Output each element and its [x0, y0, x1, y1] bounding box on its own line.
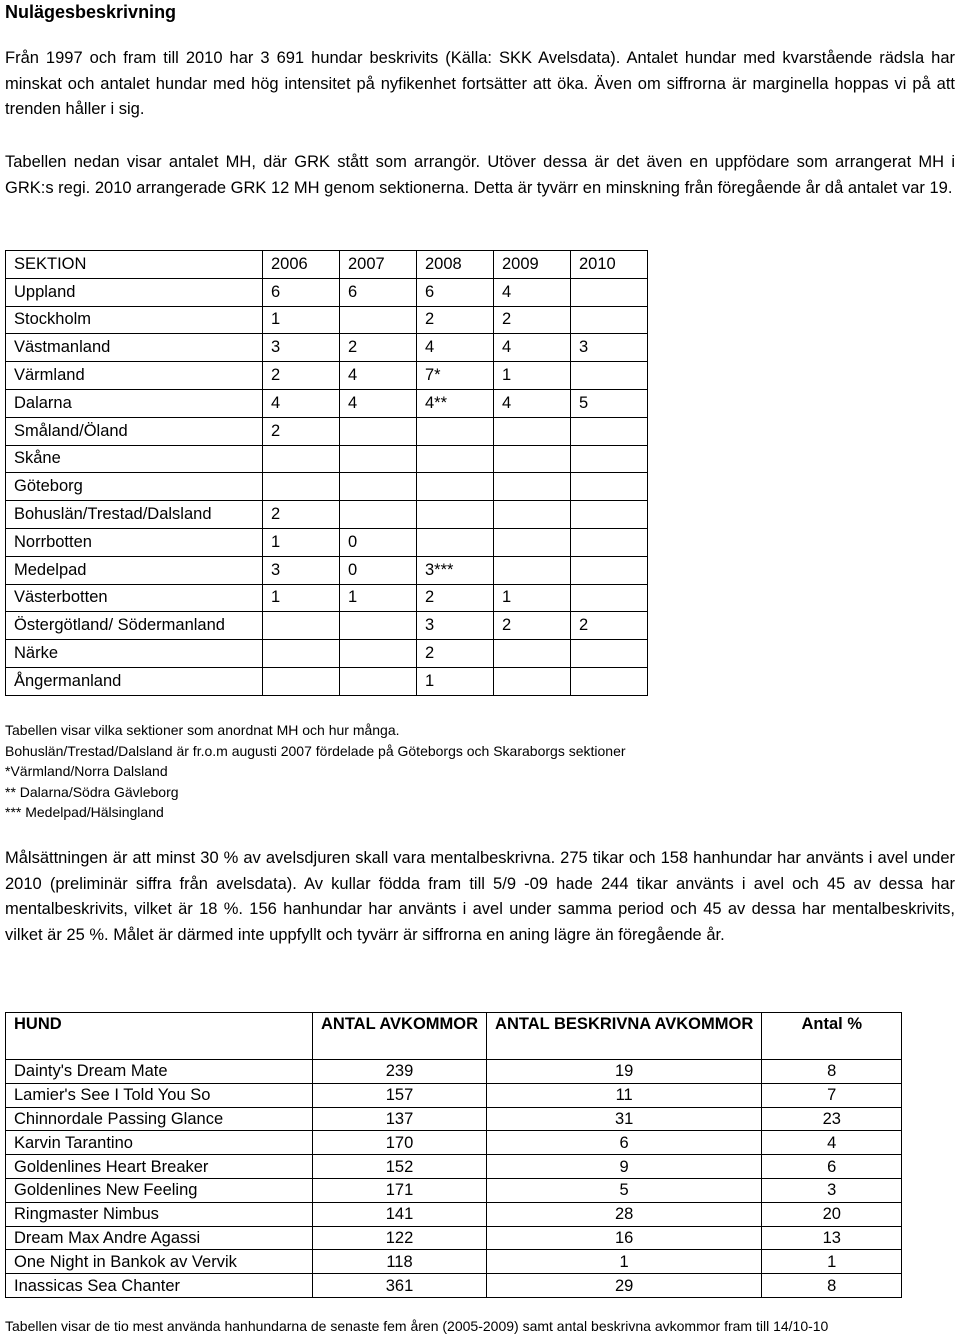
year-cell: 2	[263, 417, 340, 445]
year-cell: 6	[340, 278, 417, 306]
year-cell: 2	[417, 640, 494, 668]
section-cell: Stockholm	[6, 306, 263, 334]
year-cell: 3	[263, 556, 340, 584]
year-cell: 4	[417, 334, 494, 362]
section-table-row	[6, 417, 648, 445]
section-table-row	[6, 640, 648, 668]
section-cell: Uppland	[6, 278, 263, 306]
year-cell	[571, 473, 648, 501]
dog-name-cell: One Night in Bankok av Vervik	[6, 1250, 313, 1274]
section-cell: Västerbotten	[6, 584, 263, 612]
described-count-cell: 28	[487, 1202, 762, 1226]
described-count-cell: 11	[487, 1083, 762, 1107]
section-cell: Medelpad	[6, 556, 263, 584]
year-cell	[340, 640, 417, 668]
percent-cell: 7	[762, 1083, 902, 1107]
offspring-count-cell: 122	[313, 1226, 487, 1250]
section-cell: Närke	[6, 640, 263, 668]
year-cell: 1	[263, 584, 340, 612]
mh-paragraph: Tabellen nedan visar antalet MH, där GRK stått som arrangör. Utöver dessa är det även en uppfödare som arrangerat MH i GRK:s regi. 2010 arrangerade GRK 12 MH genom sektionerna. Detta är tyvärr en minskning från föregående år då antalet var 19.	[5, 153, 955, 197]
dog-table-row	[6, 1250, 902, 1274]
year-cell: 1	[494, 362, 571, 390]
percent-cell: 13	[762, 1226, 902, 1250]
described-count-cell: 19	[487, 1060, 762, 1084]
year-cell	[340, 667, 417, 695]
year-cell	[263, 445, 340, 473]
percent-cell: 1	[762, 1250, 902, 1274]
year-cell: 1	[340, 584, 417, 612]
year-cell: 0	[340, 556, 417, 584]
note-line: *Värmland/Norra Dalsland	[5, 763, 168, 779]
year-cell	[417, 528, 494, 556]
section-table-row	[6, 389, 648, 417]
dog-name-cell: Dream Max Andre Agassi	[6, 1226, 313, 1250]
year-cell	[571, 556, 648, 584]
year-cell: 2009	[494, 251, 571, 279]
section-table-header	[6, 251, 648, 279]
section-table-row	[6, 362, 648, 390]
year-cell: 2007	[340, 251, 417, 279]
section-table-row	[6, 667, 648, 695]
year-cell	[263, 473, 340, 501]
dog-table-row	[6, 1083, 902, 1107]
year-cell: 3***	[417, 556, 494, 584]
year-cell: 3	[417, 612, 494, 640]
offspring-count-cell: 361	[313, 1274, 487, 1298]
percent-cell: 20	[762, 1202, 902, 1226]
year-cell	[571, 528, 648, 556]
year-cell: 7*	[417, 362, 494, 390]
dog-name-cell: Karvin Tarantino	[6, 1131, 313, 1155]
year-cell: 0	[340, 528, 417, 556]
year-cell	[417, 417, 494, 445]
year-cell: 2	[417, 584, 494, 612]
goal-paragraph: Målsättningen är att minst 30 % av avelsdjuren skall vara mentalbeskrivna. 275 tikar och 158 hanhundar har använts i avel under 2010 (preliminär siffra från avelsdata). Av kullar födda fram till 5/9 -09 hade 244 tikar använts i avel och 45 av dessa har mentalbeskrivits, vilket är 18 %. 156 hanhundar har använts i avel under samma period och 45 av dessa har mentalbeskrivits, vilket är 25 %. Målet är därmed inte uppfyllt och tyvärr är siffrorna en aning lägre än föregående år.	[5, 849, 955, 944]
dog-name-cell: Chinnordale Passing Glance	[6, 1107, 313, 1131]
offspring-count-cell: 157	[313, 1083, 487, 1107]
percent-cell: 8	[762, 1274, 902, 1298]
year-cell: 2	[340, 334, 417, 362]
section-cell: Småland/Öland	[6, 417, 263, 445]
dog-name-cell: Inassicas Sea Chanter	[6, 1274, 313, 1298]
section-table-row	[6, 528, 648, 556]
year-cell: 2	[417, 306, 494, 334]
year-cell: 4	[340, 362, 417, 390]
year-cell	[340, 306, 417, 334]
year-cell	[571, 417, 648, 445]
year-cell: 1	[417, 667, 494, 695]
year-cell	[494, 528, 571, 556]
year-cell: 2	[571, 612, 648, 640]
note-line: ** Dalarna/Södra Gävleborg	[5, 783, 179, 800]
section-table-row	[6, 501, 648, 529]
dog-name-cell: Goldenlines Heart Breaker	[6, 1155, 313, 1179]
dog-table-row	[6, 1226, 902, 1250]
year-cell	[494, 445, 571, 473]
dog-table	[5, 1012, 902, 1298]
offspring-count-cell: 118	[313, 1250, 487, 1274]
section-cell: Norrbotten	[6, 528, 263, 556]
year-cell	[571, 501, 648, 529]
note-line: Bohuslän/Trestad/Dalsland är fr.o.m augusti 2007 fördelade på Göteborgs och Skaraborgs sektioner	[5, 742, 626, 759]
year-cell: 2010	[571, 251, 648, 279]
year-cell	[340, 473, 417, 501]
year-cell	[571, 667, 648, 695]
year-cell	[571, 306, 648, 334]
year-cell: 3	[263, 334, 340, 362]
year-cell	[340, 612, 417, 640]
year-cell	[417, 473, 494, 501]
year-cell: 5	[571, 389, 648, 417]
dog-table-row	[6, 1107, 902, 1131]
section-table-row	[6, 445, 648, 473]
year-cell	[494, 417, 571, 445]
year-cell: 4	[494, 278, 571, 306]
dog-table-row	[6, 1274, 902, 1298]
note-line: Tabellen visar vilka sektioner som anordnat MH och hur många.	[5, 722, 400, 738]
year-cell	[571, 362, 648, 390]
described-count-cell: 29	[487, 1274, 762, 1298]
section-table-row	[6, 278, 648, 306]
section-table	[5, 250, 648, 696]
year-cell: 4	[340, 389, 417, 417]
year-cell	[417, 501, 494, 529]
offspring-count-cell: 239	[313, 1060, 487, 1084]
year-cell: 4	[494, 389, 571, 417]
section-cell: Skåne	[6, 445, 263, 473]
described-count-cell: 9	[487, 1155, 762, 1179]
year-cell	[571, 445, 648, 473]
year-cell: 2006	[263, 251, 340, 279]
dog-table-row	[6, 1202, 902, 1226]
percent-cell: 8	[762, 1060, 902, 1084]
year-cell	[263, 640, 340, 668]
year-cell: 4	[494, 334, 571, 362]
section-cell: Ångermanland	[6, 667, 263, 695]
described-count-cell: 5	[487, 1178, 762, 1202]
section-table-row	[6, 473, 648, 501]
offspring-count-cell: 170	[313, 1131, 487, 1155]
section-cell: Göteborg	[6, 473, 263, 501]
offspring-count-cell: 171	[313, 1178, 487, 1202]
section-cell: Bohuslän/Trestad/Dalsland	[6, 501, 263, 529]
year-cell: 3	[571, 334, 648, 362]
section-cell: Västmanland	[6, 334, 263, 362]
year-cell: 2	[263, 362, 340, 390]
year-cell: 2	[494, 306, 571, 334]
offspring-count-cell: 137	[313, 1107, 487, 1131]
year-cell	[494, 640, 571, 668]
year-cell: 1	[263, 306, 340, 334]
offspring-count-cell: 152	[313, 1155, 487, 1179]
section-cell: Östergötland/ Södermanland	[6, 612, 263, 640]
year-cell: 1	[494, 584, 571, 612]
year-cell	[340, 417, 417, 445]
year-cell: 2	[263, 501, 340, 529]
dog-name-cell: Ringmaster Nimbus	[6, 1202, 313, 1226]
section-table-row	[6, 612, 648, 640]
percent-cell: Antal %	[762, 1013, 902, 1060]
section-table-row	[6, 556, 648, 584]
offspring-count-cell: 141	[313, 1202, 487, 1226]
dog-name-cell: Dainty's Dream Mate	[6, 1060, 313, 1084]
described-count-cell: ANTAL BESKRIVNA AVKOMMOR	[487, 1013, 762, 1060]
dog-name-cell: Lamier's See I Told You So	[6, 1083, 313, 1107]
described-count-cell: 1	[487, 1250, 762, 1274]
table-notes	[5, 720, 626, 823]
year-cell	[494, 556, 571, 584]
section-table-row	[6, 584, 648, 612]
year-cell: 4	[263, 389, 340, 417]
page-title: Nulägesbeskrivning	[5, 2, 177, 22]
section-cell: Värmland	[6, 362, 263, 390]
section-cell: Dalarna	[6, 389, 263, 417]
year-cell	[571, 278, 648, 306]
year-cell	[571, 640, 648, 668]
dog-table-row	[6, 1155, 902, 1179]
year-cell	[340, 445, 417, 473]
percent-cell: 4	[762, 1131, 902, 1155]
dog-name-cell: HUND	[6, 1013, 313, 1060]
year-cell	[494, 473, 571, 501]
percent-cell: 3	[762, 1178, 902, 1202]
year-cell	[494, 667, 571, 695]
offspring-count-cell: ANTAL AVKOMMOR	[313, 1013, 487, 1060]
year-cell: 2	[494, 612, 571, 640]
dog-table-caption: Tabellen visar de tio mest använda hanhundarna de senaste fem åren (2005-2009) samt antal beskrivna avkommor fram till 14/10-10	[5, 1318, 829, 1334]
year-cell: 6	[417, 278, 494, 306]
dog-table-row	[6, 1178, 902, 1202]
dog-name-cell: Goldenlines New Feeling	[6, 1178, 313, 1202]
dog-table-row	[6, 1131, 902, 1155]
percent-cell: 6	[762, 1155, 902, 1179]
year-cell: 1	[263, 528, 340, 556]
described-count-cell: 16	[487, 1226, 762, 1250]
year-cell	[263, 612, 340, 640]
dog-table-row	[6, 1060, 902, 1084]
described-count-cell: 31	[487, 1107, 762, 1131]
year-cell: 6	[263, 278, 340, 306]
year-cell: 4**	[417, 389, 494, 417]
percent-cell: 23	[762, 1107, 902, 1131]
intro-paragraph: Från 1997 och fram till 2010 har 3 691 hundar beskrivits (Källa: SKK Avelsdata). Antalet hundar med kvarstående rädsla har minskat och antalet hundar med hög intensitet på nyfikenhet fortsätter att öka. Även om siffrorna är marginella hoppas vi på att trenden håller i sig.	[5, 49, 955, 118]
dog-table-header	[6, 1013, 902, 1060]
year-cell: 2008	[417, 251, 494, 279]
note-line: *** Medelpad/Hälsingland	[5, 804, 164, 820]
year-cell	[417, 445, 494, 473]
year-cell	[340, 501, 417, 529]
section-table-row	[6, 306, 648, 334]
section-cell: SEKTION	[6, 251, 263, 279]
year-cell	[494, 501, 571, 529]
year-cell	[263, 667, 340, 695]
described-count-cell: 6	[487, 1131, 762, 1155]
section-table-row	[6, 334, 648, 362]
year-cell	[571, 584, 648, 612]
